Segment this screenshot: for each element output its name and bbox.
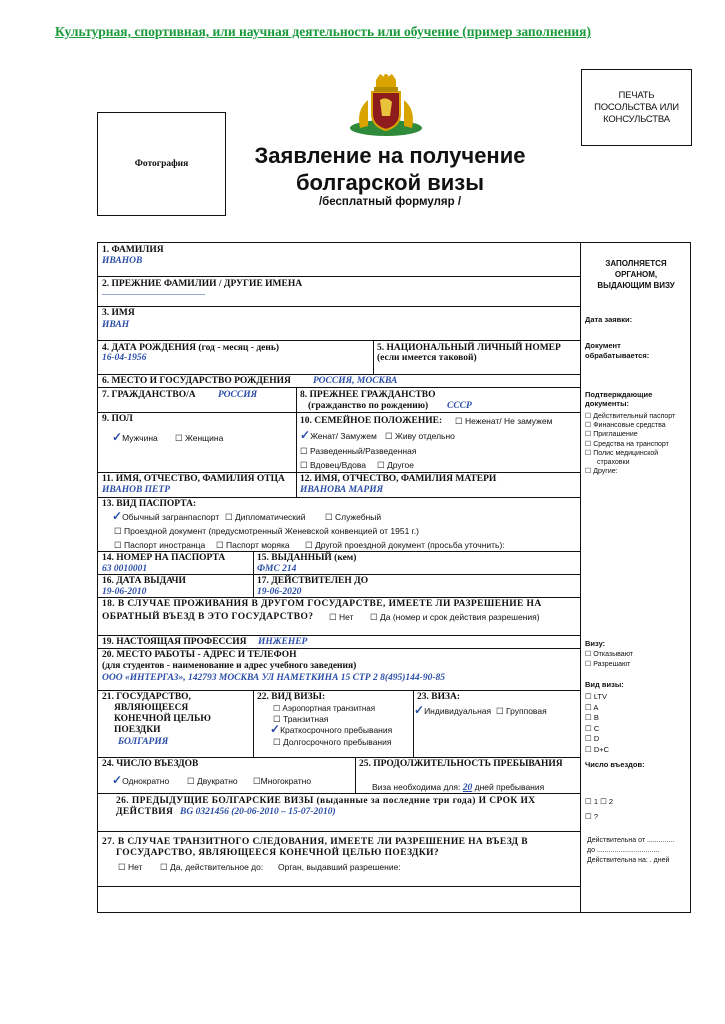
stamp-box (581, 69, 692, 146)
passport-service-option[interactable]: ☐ Служебный (325, 512, 382, 522)
field-18-label-2: ОБРАТНЫЙ ВЪЕЗД В ЭТО ГОСУДАРСТВО? (102, 612, 314, 622)
stamp-line-2: ПОСОЛЬСТВА ИЛИ (594, 101, 679, 113)
checkbox-icon: ☐ (253, 776, 261, 786)
field-26-label: 26. ПРЕДЫДУЩИЕ БОЛГАРСКИЕ ВИЗЫ (выданные за последние три года) И СРОК ИХ (116, 796, 536, 806)
photo-box (97, 112, 226, 216)
title-line-1: Заявление на получение (254, 143, 526, 168)
field-20-sublabel: (для студентов - наименование и адрес учебного заведения) (102, 661, 357, 671)
field-8-label: 8. ПРЕЖНЕЕ ГРАЖДАНСТВО (300, 390, 436, 400)
transit-no-option[interactable]: ☐ Нет (118, 862, 143, 872)
field-21-label-3: КОНЕЧНОЙ ЦЕЛЬЮ (114, 714, 211, 724)
field-1-label: 1. ФАМИЛИЯ (102, 245, 164, 255)
passport-diplomatic-option[interactable]: ☐ Дипломатический (225, 512, 306, 522)
transit-yes-option[interactable]: ☐ Да, действительное до: (160, 862, 264, 872)
marital-single-option[interactable]: ☐ Неженат/ Не замужем (455, 416, 553, 426)
document-subtitle: /бесплатный формуляр / (318, 196, 462, 208)
marital-widowed-option[interactable]: ☐ Вдовец/Вдова (300, 460, 367, 470)
checkbox-icon: ☐ (216, 540, 226, 550)
field-7-label: 7. ГРАЖДАНСТВО/А (102, 390, 196, 400)
field-16-value[interactable]: 19-06-2010 (102, 587, 147, 597)
field-27-label: 27. В СЛУЧАЕ ТРАНЗИТНОГО СЛЕДОВАНИЯ, ИМЕЕТЕ ЛИ РАЗРЕШЕНИЕ НА ВЪЕЗД В (102, 837, 529, 847)
visa-decision-list (585, 650, 633, 669)
sidebar-header-line-2: ОРГАНОМ, (614, 270, 658, 279)
checkbox-icon: ☐ (160, 862, 170, 872)
doc-finance[interactable]: ☐ Финансовые средства (585, 422, 666, 430)
visa-short-stay-option[interactable]: ✓Краткосрочного пребывания (270, 722, 393, 736)
field-4-label: 4. ДАТА РОЖДЕНИЯ (год - месяц - день) (102, 343, 280, 353)
application-date-label: Дата заявки: (585, 315, 633, 324)
check-icon: ✓ (300, 428, 311, 442)
visa-type-b[interactable]: ☐ B (585, 713, 599, 722)
entries-multi-option[interactable]: ☐ ? (585, 812, 598, 821)
checkbox-icon: ☐ (496, 706, 506, 716)
doc-insurance-cont: страховки (597, 459, 630, 467)
checkbox-icon: ☐ (305, 540, 315, 550)
field-15-value[interactable]: ФМС 214 (257, 564, 297, 574)
field-9-label: 9. ПОЛ (102, 414, 133, 424)
entries-options (585, 797, 613, 807)
doc-passport[interactable]: ☐ Действительный паспорт (585, 413, 676, 420)
field-2-label: 2. ПРЕЖНИЕ ФАМИЛИИ / ДРУГИЕ ИМЕНА (102, 279, 303, 289)
field-26-value[interactable]: BG 0321456 (20-06-2010 – 15-07-2010) (180, 807, 336, 817)
title-line-2: болгарской визы (295, 170, 485, 195)
field-27-label-2: ГОСУДАРСТВО, ЯВЛЯЮЩЕЕСЯ КОНЕЧНОЙ ЦЕЛЬЮ ПОЕЗДКИ? (116, 848, 440, 858)
sidebar-header-line-3: ВЫДАЮЩИМ ВИЗУ (597, 281, 675, 290)
check-icon: ✓ (270, 722, 281, 736)
marital-other-option[interactable]: ☐ Другое (377, 460, 414, 470)
stay-duration-suffix: дней пребывания (474, 782, 545, 792)
field-21-value[interactable]: БОЛГАРИЯ (118, 737, 169, 747)
page-header: Культурная, спортивная, или научная деятельность или обучение (пример заполнения) (55, 24, 591, 39)
field-8-sublabel: (гражданство по рождению) (308, 401, 429, 411)
field-5-label: 5. НАЦИОНАЛЬНЫЙ ЛИЧНЫЙ НОМЕР (377, 343, 561, 353)
sidebar-header (584, 258, 688, 291)
marital-married-option[interactable]: ✓Женат/ Замужем (300, 428, 377, 442)
check-icon: ✓ (112, 509, 123, 523)
docs-head-1: Подтверждающие (585, 390, 653, 399)
field-20-label: 20. МЕСТО РАБОТЫ - АДРЕС И ТЕЛЕФОН (102, 650, 297, 660)
field-26-label-2: ДЕЙСТВИЯ (116, 807, 174, 817)
entries-head: Число въездов: (585, 760, 645, 769)
field-21-label-1: 21. ГОСУДАРСТВО, (102, 692, 191, 702)
checkbox-icon: ☐ (118, 862, 128, 872)
visa-individual-option[interactable]: ✓Индивидуальная (414, 703, 492, 717)
visa-decision-head: Визу: (585, 639, 606, 648)
field-2-value[interactable]: ———————————— (102, 290, 204, 300)
sex-female-option[interactable]: ☐ Женщина (175, 433, 224, 443)
docs-head-2: документы: (585, 399, 629, 408)
reentry-yes-option[interactable]: ☐ Да (номер и срок действия разрешения) (370, 612, 540, 622)
checkbox-icon: ☐ (377, 460, 387, 470)
field-10-label: 10. СЕМЕЙНОЕ ПОЛОЖЕНИЕ: (300, 416, 443, 426)
valid-from[interactable]: Действительна от .............. (587, 837, 675, 844)
field-19-value[interactable]: ИНЖЕНЕР (258, 637, 308, 647)
visa-type-a[interactable]: ☐ A (585, 702, 599, 712)
doc-other[interactable]: ☐ Другие: (585, 468, 618, 476)
field-16-label: 16. ДАТА ВЫДАЧИ (102, 576, 186, 586)
valid-to[interactable]: до ................................ (587, 847, 660, 854)
checkbox-icon: ☐ (273, 714, 283, 724)
field-3-value[interactable]: ИВАН (102, 320, 130, 330)
stay-duration-row (372, 782, 544, 794)
sidebar-header-line-1: ЗАПОЛНЯЕТСЯ (605, 259, 667, 268)
visa-transit-option[interactable]: ☐ Транзитная (273, 714, 329, 724)
checkbox-icon: ☐ (187, 776, 197, 786)
visa-allow-option[interactable]: ☐ Разрешают (585, 660, 631, 668)
field-8-value[interactable]: СССР (447, 401, 472, 411)
field-6-label: 6. МЕСТО И ГОСУДАРСТВО РОЖДЕНИЯ (102, 376, 291, 386)
document-title (230, 142, 550, 196)
visa-group-option[interactable]: ☐ Групповая (496, 706, 547, 716)
field-14-value[interactable]: 63 0010001 (102, 564, 148, 574)
entries-multiple-option[interactable]: ☐Многократно (253, 776, 312, 786)
field-12-label: 12. ИМЯ, ОТЧЕСТВО, ФАМИЛИЯ МАТЕРИ (300, 474, 497, 484)
doc-invitation[interactable]: ☐ Приглашение (585, 431, 638, 439)
field-7-value[interactable]: РОССИЯ (218, 390, 258, 400)
passport-other-option[interactable]: ☐ Другой проездной документ (просьба уточнить): (305, 540, 505, 550)
marital-separated-option[interactable]: ☐ Живу отдельно (385, 431, 455, 441)
processed-label-2: обрабатывается: (585, 351, 650, 360)
entries-two-option[interactable]: ☐ 2 (600, 797, 614, 806)
field-11-label: 11. ИМЯ, ОТЧЕСТВО, ФАМИЛИЯ ОТЦА (102, 474, 285, 484)
field-15-label: 15. ВЫДАННЫЙ (кем) (257, 553, 357, 563)
field-11-value[interactable]: ИВАНОВ ПЕТР (102, 485, 170, 495)
doc-transport[interactable]: ☐ Средства на транспорт (585, 440, 669, 448)
field-17-value[interactable]: 19-06-2020 (257, 587, 302, 597)
visa-type-list (585, 692, 609, 755)
field-22-label: 22. ВИД ВИЗЫ: (257, 692, 326, 702)
sex-male-option[interactable]: ✓Мужчина (112, 430, 158, 444)
field-19-label: 19. НАСТОЯЩАЯ ПРОФЕССИЯ (102, 637, 247, 647)
check-icon: ✓ (112, 773, 123, 787)
visa-type-head: Вид визы: (585, 680, 624, 689)
checkbox-icon: ☐ (300, 446, 310, 456)
field-17-label: 17. ДЕЙСТВИТЕЛЕН ДО (257, 576, 369, 586)
checkbox-icon: ☐ (385, 431, 395, 441)
field-18-label: 18. В СЛУЧАЕ ПРОЖИВАНИЯ В ДРУГОМ ГОСУДАРСТВЕ, ИМЕЕТЕ ЛИ РАЗРЕШЕНИЕ НА (102, 599, 542, 609)
field-21-label-4: ПОЕЗДКИ (114, 725, 161, 735)
marital-divorced-option[interactable]: ☐ Разведенный/Разведенная (300, 446, 417, 456)
entries-one-option[interactable]: ☐ 1 (585, 797, 598, 806)
transit-issuer-field[interactable]: Орган, выдавший разрешение: (278, 862, 401, 872)
field-13-label: 13. ВИД ПАСПОРТА: (102, 499, 197, 509)
passport-ordinary-option[interactable]: ✓Обычный загранпаспорт (112, 509, 220, 523)
checkbox-icon: ☐ (273, 704, 283, 713)
field-1-value[interactable]: ИВАНОВ (102, 256, 143, 266)
check-icon: ✓ (112, 430, 123, 444)
checkbox-icon: ☐ (175, 433, 185, 443)
passport-travel-doc-option[interactable]: ☐ Проездной документ (предусмотренный Женевской конвенцией от 1951 г.) (114, 526, 419, 536)
field-20-value[interactable]: ООО «ИНТЕРГАЗ», 142793 МОСКВА УЛ НАМЕТКИНА 15 СТР 2 8(495)144-90-85 (102, 673, 445, 683)
stamp-line-1: ПЕЧАТЬ (618, 89, 655, 101)
visa-airport-transit-option[interactable]: ☐ Аэропортная транзитная (273, 704, 376, 713)
field-3-label: 3. ИМЯ (102, 308, 135, 318)
checkbox-icon: ☐ (300, 460, 310, 470)
visa-long-stay-option[interactable]: ☐ Долгосрочного пребывания (273, 737, 392, 747)
passport-seaman-option[interactable]: ☐ Паспорт моряка (216, 540, 290, 550)
checkbox-icon: ☐ (455, 416, 465, 426)
entries-double-option[interactable]: ☐ Двукратно (187, 776, 238, 786)
stamp-line-3: КОНСУЛЬСТВА (603, 113, 670, 125)
field-23-label: 23. ВИЗА: (417, 692, 461, 702)
field-24-label: 24. ЧИСЛО ВЪЕЗДОВ (102, 759, 199, 769)
coat-of-arms-icon (346, 70, 426, 138)
field-21-label-2: ЯВЛЯЮЩЕЕСЯ (114, 703, 189, 713)
checkbox-icon: ☐ (370, 612, 380, 622)
visa-type-c[interactable]: ☐ C (585, 723, 600, 733)
reentry-no-option[interactable]: ☐ Нет (329, 612, 354, 622)
checkbox-icon: ☐ (225, 512, 235, 522)
photo-label: Фотография (134, 159, 189, 169)
processed-label-1: Документ (585, 341, 621, 350)
doc-insurance[interactable]: ☐ Полис медицинской (585, 449, 659, 457)
field-4-value[interactable]: 16-04-1956 (102, 353, 147, 363)
checkbox-icon: ☐ (273, 737, 283, 747)
passport-alien-option[interactable]: ☐ Паспорт иностранца (114, 540, 206, 550)
checkbox-icon: ☐ (114, 526, 124, 536)
field-5-sublabel: (если имеется таковой) (377, 353, 477, 363)
field-25-label: 25. ПРОДОЛЖИТЕЛЬНОСТЬ ПРЕБЫВАНИЯ (359, 759, 563, 769)
field-12-value[interactable]: ИВАНОВА МАРИЯ (300, 485, 384, 495)
valid-days[interactable]: Действительна на: . дней (587, 857, 670, 864)
visa-refuse-option[interactable]: ☐ Отказывают (585, 651, 633, 658)
visa-type-d[interactable]: ☐ D (585, 734, 600, 743)
field-6-value[interactable]: РОССИЯ, МОСКВА (313, 376, 398, 386)
stay-duration-value[interactable]: 20 (462, 783, 473, 793)
stay-duration-prefix: Виза необходима для: (372, 782, 461, 792)
validity-block (587, 836, 674, 866)
checkbox-icon: ☐ (325, 512, 335, 522)
field-14-label: 14. НОМЕР НА ПАСПОРТА (102, 553, 226, 563)
docs-list (585, 412, 675, 476)
visa-type-dc[interactable]: ☐ D+C (585, 744, 610, 754)
visa-type-ltv[interactable]: ☐ LTV (585, 692, 608, 701)
entries-single-option[interactable]: ✓Однократно (112, 773, 170, 787)
checkbox-icon: ☐ (114, 540, 124, 550)
checkbox-icon: ☐ (329, 612, 339, 622)
check-icon: ✓ (414, 703, 425, 717)
